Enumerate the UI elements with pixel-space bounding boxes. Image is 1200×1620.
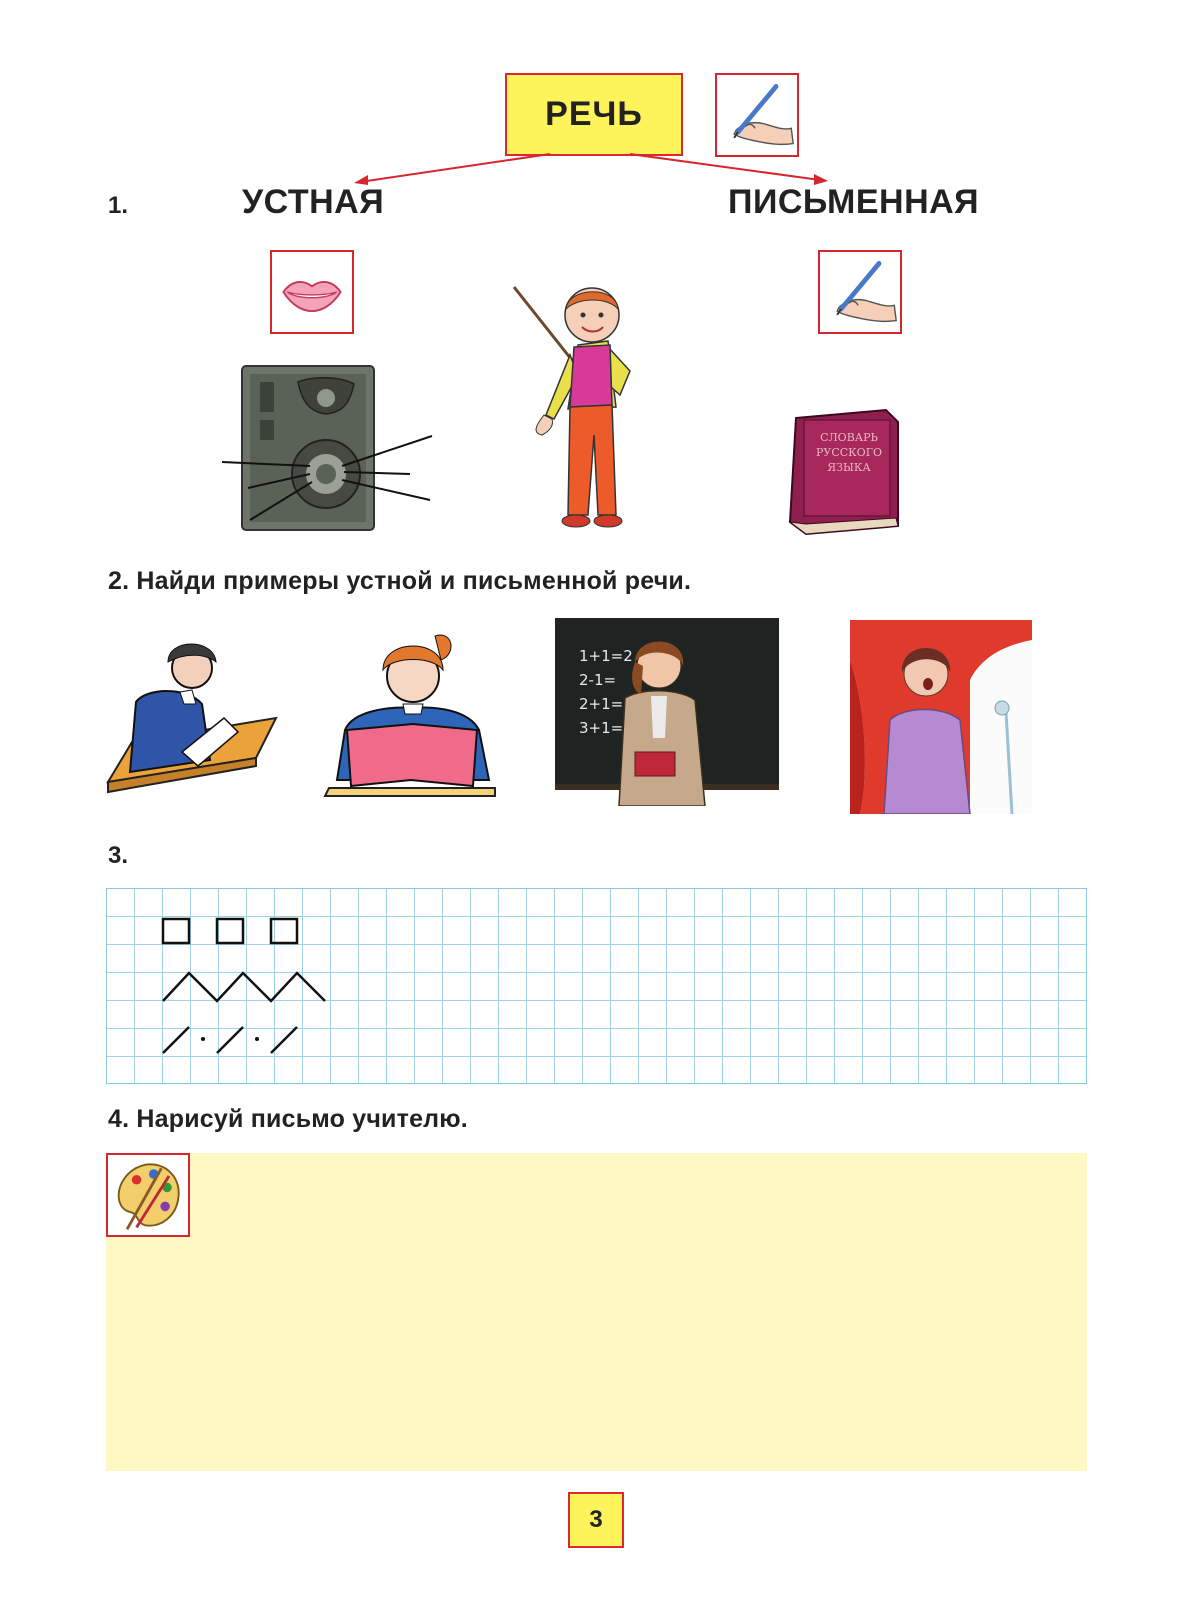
page-number: 3 <box>568 1492 624 1548</box>
book-title-line: РУССКОГО <box>815 446 883 459</box>
writing-hand-icon <box>818 250 902 334</box>
written-speech-label: ПИСЬМЕННАЯ <box>728 183 980 221</box>
page-title: РЕЧЬ <box>505 73 683 156</box>
loudspeaker-image <box>220 362 435 534</box>
task4-text: 4. Нарисуй письмо учителю. <box>108 1105 468 1133</box>
singer-on-stage-image <box>850 620 1032 814</box>
girl-reading-image <box>323 620 499 804</box>
man-reading-image <box>106 632 278 804</box>
copy-grid <box>106 888 1087 1084</box>
book-title-line: ЯЗЫКА <box>827 461 871 474</box>
board-line: 1+1=2 <box>579 647 633 665</box>
boy-with-pointer-image <box>508 275 663 540</box>
lips-icon <box>270 250 354 334</box>
task2-text: 2. Найди примеры устной и письменной речи. <box>108 567 692 595</box>
task1-number: 1. <box>108 192 129 219</box>
board-line: 3+1= <box>579 719 624 737</box>
board-line: 2-1= <box>579 671 617 689</box>
teacher-at-blackboard-image <box>555 618 779 806</box>
dictionary-book-image <box>786 406 906 538</box>
task3-number: 3. <box>108 842 129 869</box>
pattern-samples <box>107 889 1088 1085</box>
drawing-area[interactable] <box>106 1153 1087 1471</box>
writing-hand-icon <box>715 73 799 157</box>
paint-palette-icon <box>106 1153 190 1237</box>
book-title-line: СЛОВАРЬ <box>820 431 878 444</box>
board-line: 2+1= <box>579 695 624 713</box>
oral-speech-label: УСТНАЯ <box>242 183 385 221</box>
